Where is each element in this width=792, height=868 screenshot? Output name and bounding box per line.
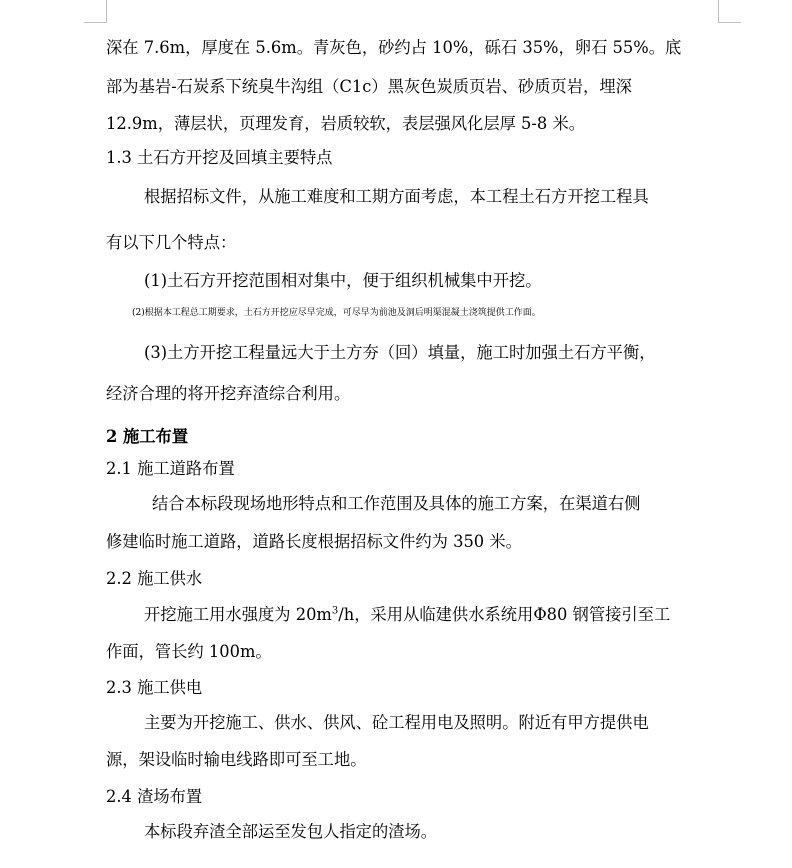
list-item: (1)土石方开挖范围相对集中，便于组织机械集中开挖。 bbox=[144, 271, 542, 290]
page-corner-mark-left bbox=[84, 0, 107, 23]
section-heading: 2.4 渣场布置 bbox=[106, 787, 203, 806]
paragraph-line: 12.9m，薄层状，页理发育，岩质较软，表层强风化层厚 5-8 米。 bbox=[106, 114, 586, 133]
text-run: /h，采用从临建供水系统用Φ80 钢管接引至工 bbox=[338, 605, 671, 624]
list-item-small: (2)根据本工程总工期要求，土石方开挖应尽早完成，可尽早为前池及洞后明渠混凝土浇筑提供工作面。 bbox=[132, 308, 541, 318]
paragraph-line: 部为基岩-石炭系下统臭牛沟组（C1c）黑灰色炭质页岩、砂质页岩，埋深 bbox=[106, 77, 632, 96]
section-heading: 2.3 施工供电 bbox=[106, 678, 203, 697]
section-heading: 1.3 土石方开挖及回填主要特点 bbox=[106, 148, 333, 167]
paragraph-line: 深在 7.6m，厚度在 5.6m。青灰色，砂约占 10%，砾石 35%，卵石 55%。底 bbox=[106, 38, 682, 57]
paragraph-line: 主要为开挖施工、供水、供风、砼工程用电及照明。附近有甲方提供电 bbox=[144, 713, 649, 732]
paragraph-line: 有以下几个特点： bbox=[106, 233, 237, 252]
paragraph-line bbox=[144, 605, 670, 625]
section-heading: 2.2 施工供水 bbox=[106, 569, 203, 588]
paragraph-line: 根据招标文件，从施工难度和工期方面考虑，本工程土石方开挖工程具 bbox=[144, 187, 649, 206]
section-heading: 2.1 施工道路布置 bbox=[106, 459, 235, 478]
list-item: (3)土方开挖工程量远大于土方夯（回）填量，施工时加强土石方平衡， bbox=[144, 343, 656, 362]
text-run: 开挖施工用水强度为 20m bbox=[144, 605, 332, 624]
chapter-heading: 2 施工布置 bbox=[106, 427, 189, 446]
paragraph-line: 本标段弃渣全部运至发包人指定的渣场。 bbox=[144, 822, 438, 841]
paragraph-line: 源，架设临时输电线路即可至工地。 bbox=[106, 750, 367, 769]
page-corner-mark-right bbox=[718, 0, 741, 23]
superscript: 3 bbox=[331, 605, 339, 617]
paragraph-line: 修建临时施工道路，道路长度根据招标文件约为 350 米。 bbox=[106, 532, 522, 551]
paragraph-line: 作面，管长约 100m。 bbox=[106, 642, 272, 661]
paragraph-line: 经济合理的将开挖弃渣综合利用。 bbox=[106, 384, 351, 403]
paragraph-line: 结合本标段现场地形特点和工作范围及具体的施工方案，在渠道右侧 bbox=[152, 494, 641, 513]
